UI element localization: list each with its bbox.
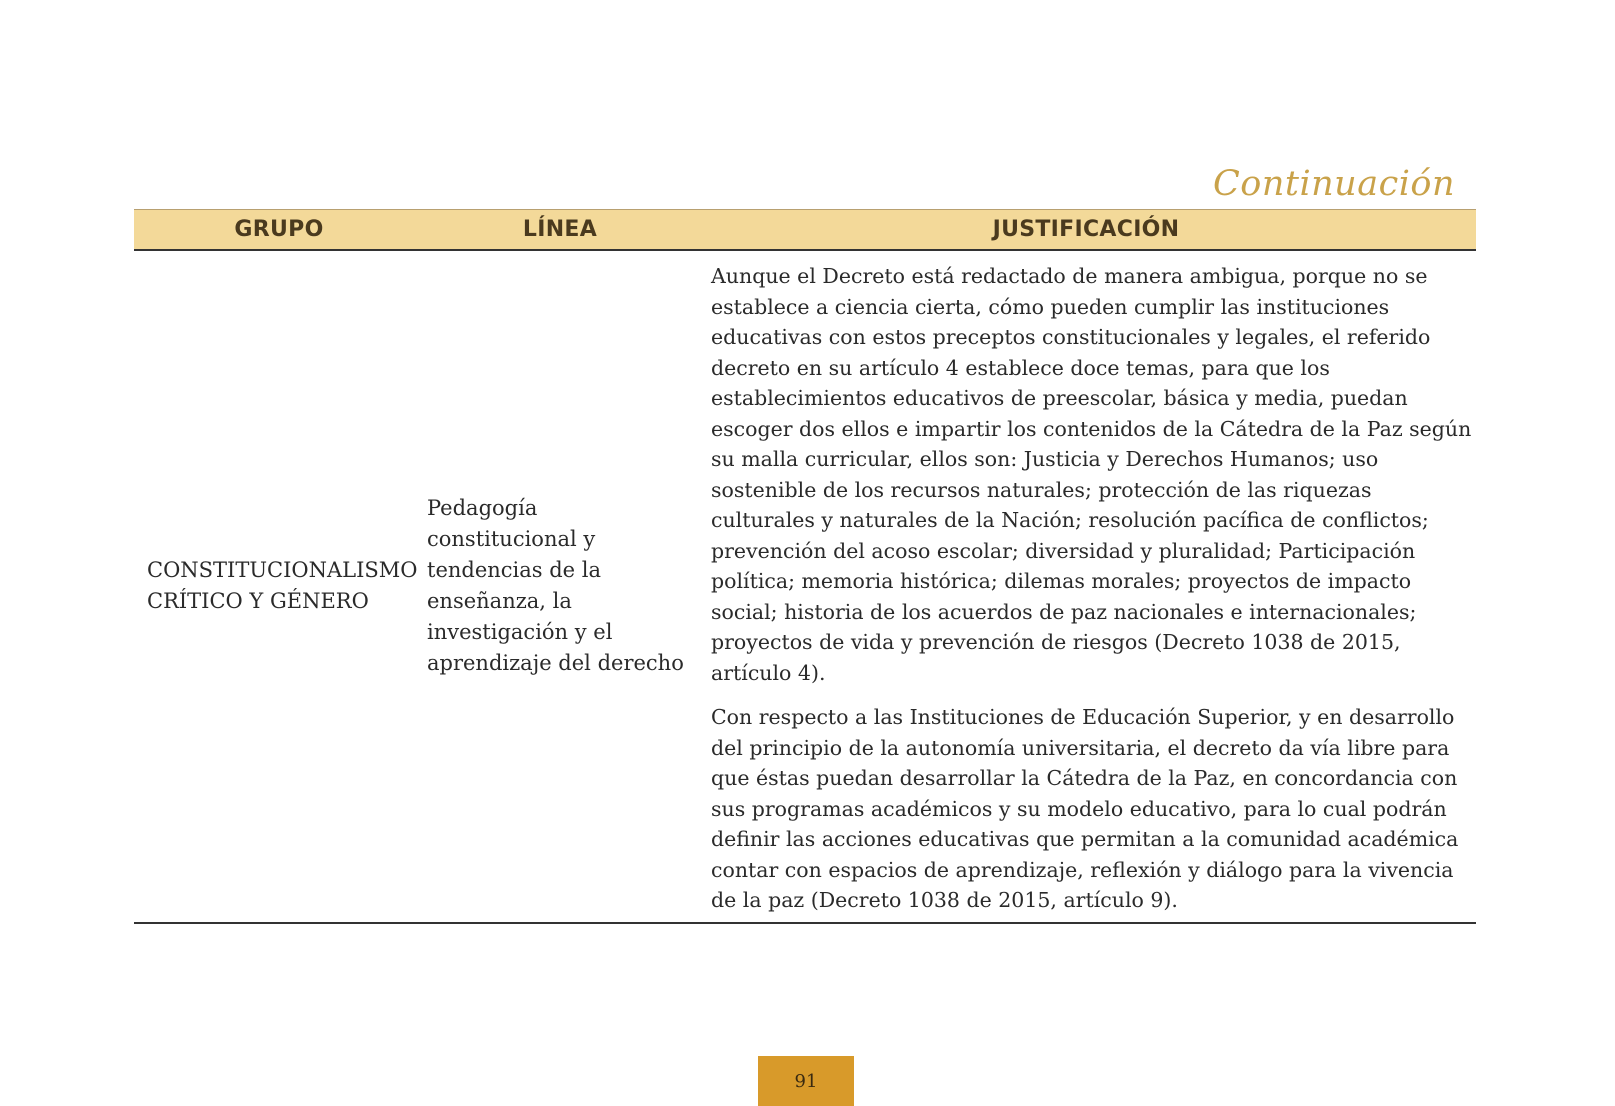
cell-linea	[424, 251, 696, 922]
header-linea: LÍNEA	[522, 217, 598, 242]
table-header	[134, 209, 1476, 251]
header-grupo: GRUPO	[234, 217, 324, 242]
cell-grupo	[134, 251, 424, 922]
cell-justificacion	[696, 251, 1476, 922]
page-number: 91	[794, 1070, 818, 1092]
justificacion-paragraph-2: Con respecto a las Instituciones de Educación Superior, y en desarrollo del principio de la autonomía universitaria, el decreto da vía libre para que éstas puedan desarrollar la Cátedra de la Paz, en concordancia con sus programas académicos y su modelo educativo, para lo cual podrán definir las acciones educativas que permitan a la comunidad académica contar con espacios de aprendizaje, reflexión y diálogo para la vivencia de la paz (Decreto 1038 de 2015, artículo 9).	[711, 705, 1459, 912]
justificacion-paragraph-1: Aunque el Decreto está redactado de manera ambigua, porque no se establece a ciencia cierta, cómo pueden cumplir las instituciones educativas con estos preceptos constitucionales y legales, el referido decreto en su artículo 4 establece doce temas, para que los establecimientos educativos de preescolar, básica y media, puedan escoger dos ellos e impartir los contenidos de la Cátedra de la Paz según su malla curricular, ellos son: Justicia y Derechos Humanos; uso sostenible de los recursos naturales; protección de las riquezas culturales y naturales de la Nación; resolución pacífica de conflictos; prevención del acoso escolar; diversidad y pluralidad; Participación política; memoria histórica; dilemas morales; proyectos de impacto social; historia de los acuerdos de paz nacionales e internacionales; proyectos de vida y prevención de riesgos (Decreto 1038 de 2015, artículo 4).	[711, 264, 1472, 685]
grupo-text: CONSTITUCIONALISMO CRÍTICO Y GÉNERO	[147, 558, 418, 614]
content-table	[134, 209, 1476, 924]
continuation-label: Continuación	[1212, 164, 1455, 204]
page-number-badge	[758, 1056, 854, 1106]
header-justificacion: JUSTIFICACIÓN	[992, 217, 1180, 242]
linea-text: Pedagogía constitucional y tendencias de la enseñanza, la investigación y el aprendizaje del derecho	[427, 496, 684, 676]
table-row	[134, 251, 1476, 922]
